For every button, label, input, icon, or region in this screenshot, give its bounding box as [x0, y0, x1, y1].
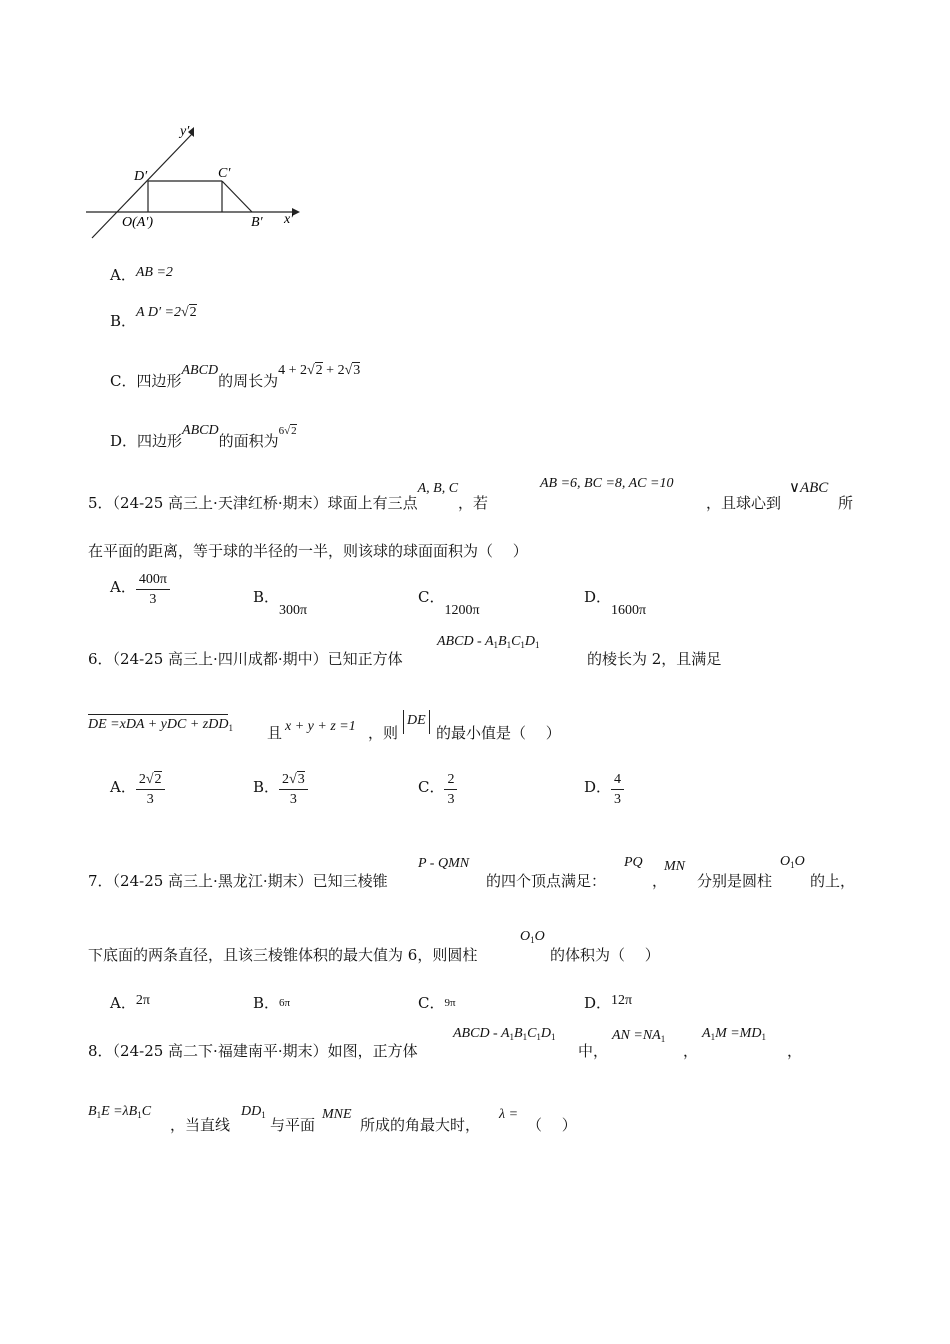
parallelogram-figure [80, 118, 310, 248]
q7-stem-line2: 下底面的两条直径，且该三棱锥体积的最大值为 6，则圆柱 [88, 946, 478, 964]
q4-option-c: C．四边形ABCD的周长为4 + 2√2 + 2√3 [110, 363, 361, 390]
q8-text3: ，当直线 [170, 1116, 231, 1134]
label-o: O(A′) [122, 215, 154, 230]
q5-option-d: D．1600π [584, 588, 647, 618]
label-c: C′ [218, 166, 231, 181]
q6-condition: x + y + z =1 [285, 719, 356, 734]
q6-text5: 的最小值是（ ） [436, 724, 561, 742]
q6-option-c: C． $\frac{2}{3}$ [418, 772, 457, 808]
q7-comma: ， [652, 872, 668, 890]
q7-option-a: A．2π [110, 993, 150, 1012]
q4-option-d: D．四边形ABCD的面积为6√2 [110, 423, 297, 450]
q8-text5: 所成的角最大时， [360, 1116, 481, 1134]
q7-cylinder-2: $O_1O$ [520, 929, 545, 945]
q8-condition-2: $A_1M =MD_1$ [702, 1026, 766, 1042]
q6-option-d: D． $\frac{4}{3}$ [584, 772, 624, 808]
q5-text3: 所 [838, 494, 854, 512]
q8-text6: （ ） [527, 1116, 577, 1134]
q7-text5: 的体积为（ ） [550, 946, 660, 964]
q7-option-c: C．9π [418, 994, 456, 1012]
q5-option-a: A． $\frac{400\pi}{3}$ [110, 572, 170, 608]
q8-dd1: $DD_1$ [241, 1104, 266, 1120]
q7-text4: 的上， [810, 872, 856, 890]
q8-stem-line1: 8．（24-25 高二下·福建南平·期末）如图，正方体 [88, 1042, 418, 1060]
q6-text3: 且 [267, 724, 283, 742]
q8-comma-2: ， [787, 1042, 803, 1060]
q6-stem-line1: 6．（24-25 高三上·四川成都·期中）已知正方体 [88, 650, 403, 668]
q5-triangle: ∨ABC [789, 480, 829, 496]
q7-option-b: B．6π [253, 994, 291, 1012]
q8-plane-mne: MNE [322, 1107, 352, 1122]
q5-stem-line2: 在平面的距离，等于球的半径的一半，则该球的球面面积为（ ） [88, 542, 528, 560]
q5-option-c: C．1200π [418, 588, 480, 618]
q6-abs-de: DE [403, 710, 430, 734]
q7-mn: MN [664, 859, 685, 874]
q8-text4: 与平面 [270, 1116, 316, 1134]
q6-option-b: B． $\frac{2√3}{3}$ [253, 772, 308, 808]
q7-cylinder: $O_1O$ [780, 854, 805, 870]
q5-option-b: B．300π [253, 588, 308, 618]
q4-option-b: B．A D′ =2√2 [110, 305, 197, 330]
q7-text2: 的四个顶点满足： [486, 872, 607, 890]
q8-lambda: λ = [499, 1107, 519, 1122]
q7-stem-line1: 7．（24-25 高三上·黑龙江·期末）已知三棱锥 [88, 872, 388, 890]
q4-option-a: A．AB =2 [110, 265, 173, 284]
q6-cube: ABCD - $A_1B_1C_1D_1$ [437, 634, 540, 650]
label-y: y′ [180, 124, 190, 139]
label-d: D′ [134, 169, 148, 184]
q7-option-d: D．12π [584, 993, 633, 1012]
label-b: B′ [251, 215, 263, 230]
q8-comma-1: ， [683, 1042, 699, 1060]
q7-pq: PQ [624, 855, 643, 870]
q8-condition-3: $B_1E =\lambda B_1C$ [88, 1104, 152, 1120]
label-x: x′ [284, 212, 294, 227]
q6-text4: ，则 [368, 724, 399, 742]
edge-cb [222, 181, 252, 212]
q6-vector-equation: DE =xDA + yDC + zDD$_1$ [88, 717, 233, 733]
q5-condition: AB =6, BC =8, AC =10 [540, 476, 674, 491]
q5-text2: ，且球心到 [706, 494, 782, 512]
q5-stem-line1: 5．（24-25 高三上·天津红桥·期末）球面上有三点A, B, C，若 [88, 481, 489, 512]
q8-condition-1: AN $=NA_1$ [612, 1028, 666, 1044]
q8-cube: ABCD - $A_1B_1C_1D_1$ [453, 1026, 556, 1042]
q7-pyramid: P - QMN [418, 856, 470, 871]
q7-text3: 分别是圆柱 [697, 872, 773, 890]
q6-option-a: A． $\frac{2√2}{3}$ [110, 772, 165, 808]
q8-text2: 中， [578, 1042, 609, 1060]
q6-text2: 的棱长为 2，且满足 [587, 650, 722, 668]
